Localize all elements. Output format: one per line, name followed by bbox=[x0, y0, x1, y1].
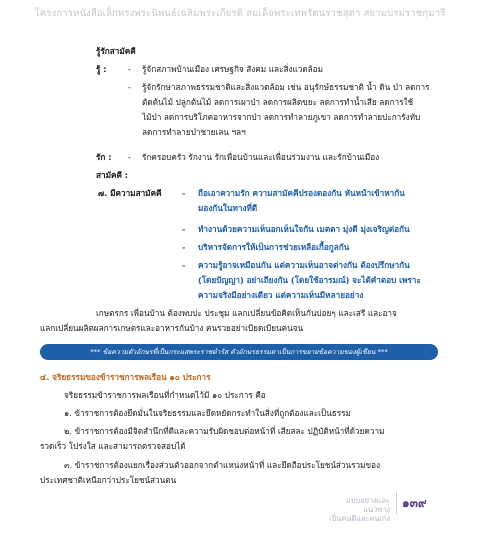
samakkhi-dash: - bbox=[182, 242, 186, 252]
samakkhi-point-line: บริหารจัดการให้เป็นการช่วยเหลือเกื้อกูลกัน bbox=[198, 242, 350, 252]
section-title: รู้รักสามัคคี bbox=[96, 46, 136, 56]
footer-tagline-line: แบบอย่างและแนวทาง bbox=[346, 496, 390, 514]
ru-item-2-line: ไม้ป่า ลดการบริโภคอาหารจากป่า ลดการทำลายภูเขา ลดการทำลายปะการังทับ bbox=[142, 112, 421, 122]
footer-tagline bbox=[320, 496, 390, 523]
samakkhi-point-line: ความรู้อาจเหมือนกัน แต่ความเห็นอาจต่างกัน ต้องปรึกษากัน bbox=[198, 260, 410, 270]
section4-item-3 bbox=[40, 458, 450, 488]
rak-label: รัก : bbox=[96, 152, 112, 162]
section4-title: ๔. จริยธรรมของข้าราชการพลเรือน ๑๐ ประการ bbox=[40, 372, 211, 382]
ru-dash-2: - bbox=[128, 82, 131, 92]
paragraph-line: แลกเปลี่ยนผลิตผลการเกษตรและอาหารกันบ้าง คนรวยอย่าเบียดเบียนคนจน bbox=[40, 323, 304, 333]
samakkhi-dash: - bbox=[182, 224, 186, 234]
ru-label: รู้ : bbox=[96, 64, 107, 74]
ru-item-2-line: รู้จักรักษาสภาพธรรมชาติและสิ่งแวดล้อม เช่น อนุรักษ์ธรรมชาติ น้ำ ดิน ป่า ลดการ bbox=[142, 82, 430, 92]
footer-tagline-line: เป็นคนดีและคนเก่ง bbox=[329, 514, 390, 523]
ru-item-2-line: ตัดต้นไม้ ปลูกต้นไม้ ลดการเผาป่า ลดการผลิตขยะ ลดการทำน้ำเสีย ลดการใช้ bbox=[142, 97, 414, 107]
samakkhi-point-1 bbox=[198, 186, 448, 216]
samakkhi-label: สามัคคี : bbox=[96, 170, 129, 180]
section4-item-2 bbox=[40, 424, 450, 454]
samakkhi-point-line: มองกันในทางที่ดี bbox=[198, 203, 258, 213]
section4-item-line: ประเทศชาติเหนือกว่าประโยชน์ส่วนตน bbox=[40, 475, 177, 485]
page-number: ๑๓๙ bbox=[402, 496, 427, 510]
samakkhi-subtitle: ๗. มีความสามัคคี bbox=[98, 188, 162, 198]
section4-item-line: รวดเร็ว โปร่งใส และสามารถตรวจสอบได้ bbox=[40, 441, 186, 451]
samakkhi-dash: - bbox=[182, 260, 186, 270]
section4-item-1 bbox=[40, 406, 450, 421]
ru-item-1: รู้จักสภาพบ้านเมือง เศรษฐกิจ สังคม และสิ่งแวดล้อม bbox=[142, 64, 323, 74]
section4-item-line: ๒. ข้าราชการต้องมีจิตสำนึกที่ดีและความรับผิดชอบต่อหน้าที่ เสียสละ ปฏิบัติหน้าที่ด้วยความ bbox=[64, 426, 385, 436]
ru-item-2 bbox=[142, 80, 452, 140]
samakkhi-point-3 bbox=[198, 240, 448, 255]
samakkhi-point-4 bbox=[198, 258, 450, 303]
samakkhi-point-line: (โดยปัญญา) อย่าเถียงกัน (โดยใช้อารมณ์) จะได้คำตอบ เพราะ bbox=[198, 275, 421, 285]
section4-intro: จริยธรรมข้าราชการพลเรือนที่กำหนดไว้มี ๑๐ ประการ คือ bbox=[64, 390, 266, 400]
footer-divider bbox=[396, 492, 397, 514]
paragraph-line: เกษตรกร เพื่อนบ้าน ต้องพบปะ ประชุม แลกเปลี่ยนข้อคิดเห็นกันบ่อยๆ และเสรี และอาจ bbox=[96, 308, 397, 318]
rak-text: รักครอบครัว รักงาน รักเพื่อนบ้านและเพื่อนร่วมงาน และรักบ้านเมือง bbox=[142, 152, 380, 162]
samakkhi-point-line: ความจริงมีอย่างเดียว แต่ความเห็นมีหลายอย่าง bbox=[198, 290, 364, 300]
section4-item-line: ๓. ข้าราชการต้องแยกเรื่องส่วนตัวออกจากตำแหน่งหน้าที่ และยึดถือประโยชน์ส่วนรวมของ bbox=[64, 460, 381, 470]
samakkhi-point-line: ถือเอาความรัก ความสามัคคีปรองดองกัน หันหน้าเข้าหากัน bbox=[198, 188, 405, 198]
samakkhi-point-line: ทำงานด้วยความเห็นอกเห็นใจกัน เมตตา มุ่งดี มุ่งเจริญต่อกัน bbox=[198, 224, 410, 234]
note-banner: *** ข้อความตัวอักษรที่เป็นกระแสพระราชดำรัส ตัวอักษรธรรมดาเป็นการขยายข้อความของผู้เขียน *** bbox=[40, 344, 438, 360]
ru-dash-1: - bbox=[128, 64, 131, 74]
section4-item-line: ๑. ข้าราชการต้องยึดมั่นในจริยธรรมและยึดหยัดกระทำในสิ่งที่ถูกต้องและเป็นธรรม bbox=[64, 408, 351, 418]
ru-item-2-line: ลดการทำลายป่าชายเลน ฯลฯ bbox=[142, 127, 246, 137]
page-header: โครงการหนังสือเล็กทรงพระนิพนธ์เฉลิมพระเกียรติ สมเด็จพระเทพรัตนราชสุดา สยามบรมราชกุมารี bbox=[34, 8, 446, 19]
samakkhi-dash: - bbox=[182, 188, 186, 198]
rak-dash: - bbox=[128, 152, 131, 162]
paragraph-farmers bbox=[40, 306, 450, 336]
samakkhi-point-2 bbox=[198, 222, 448, 237]
